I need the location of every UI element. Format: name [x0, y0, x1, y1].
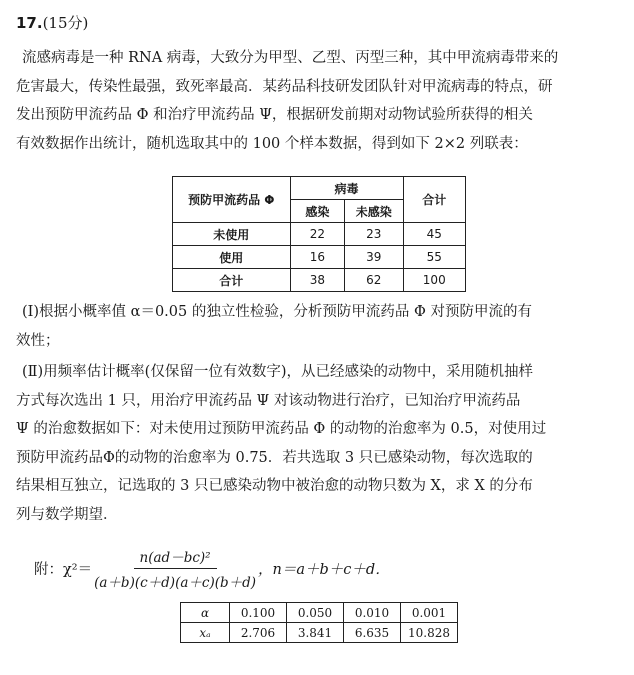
cell-infected: 22: [290, 223, 344, 246]
part2-line: 预防甲流药品Φ的动物的治愈率为 0.75．若共选取 3 只已感染动物，每次选取的: [16, 449, 533, 466]
row-label: 未使用: [173, 223, 291, 246]
alpha-value: 0.010: [344, 603, 401, 623]
cell-not-infected: 62: [345, 269, 403, 292]
part2-line: Ψ 的治愈数据如下：对未使用过预防甲流药品 Φ 的动物的治愈率为 0.5，对使用过: [16, 421, 547, 437]
cell-infected: 38: [290, 269, 344, 292]
table-row: [173, 269, 466, 292]
part2-line: 结果相互独立，记选取的 3 只已感染动物中被治愈的动物只数为 X，求 X 的分布: [16, 478, 533, 494]
cell-not-infected: 23: [345, 223, 403, 246]
table-total-header: 合计: [403, 177, 466, 223]
x-value: 2.706: [230, 623, 287, 643]
formula-fraction: [94, 546, 256, 591]
x-value: 3.841: [287, 623, 344, 643]
question-points: (15分): [42, 14, 89, 32]
table-row: [173, 246, 466, 269]
intro-line: 发出预防甲流药品 Φ 和治疗甲流药品 Ψ，根据研发前期对动物试验所获得的相关: [16, 107, 533, 123]
cell-not-infected: 39: [345, 246, 403, 269]
table-col-not-infected: 未感染: [345, 200, 403, 223]
cell-total: 55: [403, 246, 466, 269]
row-label: 合计: [173, 269, 291, 292]
question-number: 17.: [16, 14, 43, 32]
formula-suffix: ，n＝a＋b＋c＋d．: [258, 562, 390, 578]
intro-line: 流感病毒是一种 RNA 病毒，大致分为甲型、乙型、丙型三种，其中甲流病毒带来的: [22, 50, 559, 66]
x-value: 10.828: [401, 623, 458, 643]
question-header: [16, 12, 88, 33]
table-corner-header: 预防甲流药品 Φ: [173, 177, 291, 223]
alpha-value: 0.001: [401, 603, 458, 623]
critical-value-table: [180, 602, 458, 643]
formula-denominator: (a＋b)(c＋d)(a＋c)(b＋d): [94, 575, 257, 591]
table-row: [173, 223, 466, 246]
contingency-table: [172, 176, 466, 292]
part1-line: (Ⅰ)根据小概率值 α＝0.05 的独立性检验，分析预防甲流药品 Φ 对预防甲流的有: [22, 304, 532, 320]
cell-total: 45: [403, 223, 466, 246]
x-value: 6.635: [344, 623, 401, 643]
alpha-value: 0.100: [230, 603, 287, 623]
part1-paragraph: [16, 298, 618, 355]
cell-total: 100: [403, 269, 466, 292]
table-row: [181, 623, 458, 643]
part2-line: (Ⅱ)用频率估计概率(仅保留一位有效数字)，从已经感染的动物中，采用随机抽样: [22, 364, 533, 380]
part1-line: 效性；: [16, 332, 60, 349]
intro-line: 危害最大，传染性最强，致死率最高．某药品科技研发团队针对甲流病毒的特点，研: [16, 78, 553, 95]
table-group-header: 病毒: [290, 177, 403, 200]
row-label: 使用: [173, 246, 291, 269]
part2-line: 方式每次选出 1 只，用治疗甲流药品 Ψ 对该动物进行治疗，已知治疗甲流药品: [16, 392, 521, 409]
table-col-infected: 感染: [290, 200, 344, 223]
intro-paragraph: [16, 44, 618, 158]
cell-infected: 16: [290, 246, 344, 269]
table-row: [181, 603, 458, 623]
part2-line: 列与数学期望．: [16, 506, 118, 523]
formula-numerator: n(ad－bc)²: [134, 546, 217, 569]
chi-square-formula: [34, 546, 390, 591]
alpha-label: α: [181, 603, 230, 623]
intro-line: 有效数据作出统计，随机选取其中的 100 个样本数据，得到如下 2×2 列联表：: [16, 135, 528, 152]
x-label: xₐ: [181, 623, 230, 643]
part2-paragraph: [16, 358, 618, 529]
formula-prefix: 附：χ²＝: [34, 562, 93, 578]
alpha-value: 0.050: [287, 603, 344, 623]
